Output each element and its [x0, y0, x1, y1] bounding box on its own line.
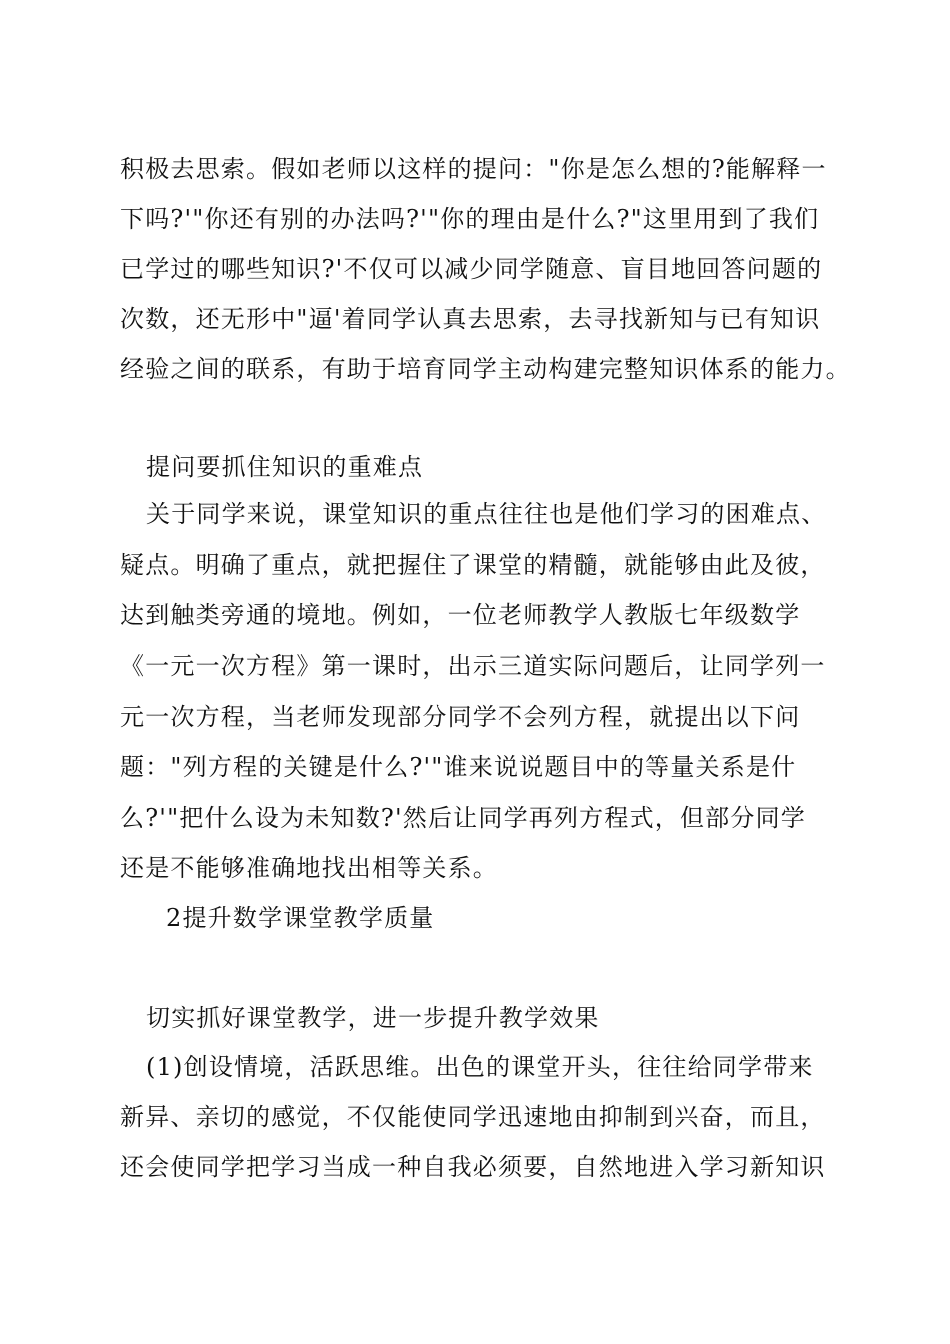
paragraph-2-line-5: 元一次方程，当老师发现部分同学不会列方程，就提出以下问	[120, 703, 801, 731]
paragraph-3-line-3: 还会使同学把学习当成一种自我必须要，自然地进入学习新知识	[120, 1153, 826, 1181]
paragraph-3-line-1: (1)创设情境，活跃思维。出色的课堂开头，往往给同学带来	[146, 1053, 814, 1081]
paragraph-3-line-2: 新异、亲切的感觉，不仅能使同学迅速地由抑制到兴奋，而且，	[120, 1103, 826, 1131]
paragraph-2-line-1: 关于同学来说，课堂知识的重点往往也是他们学习的困难点、	[146, 500, 827, 528]
paragraph-2-line-2: 疑点。明确了重点，就把握住了课堂的精髓，就能够由此及彼，	[120, 551, 826, 579]
paragraph-2-line-8: 还是不能够准确地找出相等关系。	[120, 854, 498, 882]
paragraph-2-line-7: 么?'"把什么设为未知数?'然后让同学再列方程式，但部分同学	[120, 804, 806, 832]
paragraph-1-line-1: 积极去思索。假如老师以这样的提问："你是怎么想的?能解释一	[120, 155, 827, 183]
paragraph-1-line-5: 经验之间的联系，有助于培育同学主动构建完整知识体系的能力。	[120, 355, 851, 383]
paragraph-2-line-6: 题："列方程的关键是什么?'"谁来说说题目中的等量关系是什	[120, 753, 797, 781]
paragraph-1-line-3: 已学过的哪些知识?'不仅可以减少同学随意、盲目地回答问题的	[120, 255, 823, 283]
paragraph-2-line-3: 达到触类旁通的境地。例如，一位老师教学人教版七年级数学	[120, 601, 801, 629]
paragraph-1-line-2: 下吗?'"你还有别的办法吗?'"你的理由是什么?"这里用到了我们	[120, 205, 820, 233]
section-heading-key-points: 提问要抓住知识的重难点	[146, 453, 424, 481]
paragraph-1-line-4: 次数，还无形中"逼'着同学认真去思索，去寻找新知与已有知识	[120, 305, 821, 333]
section-heading-classroom-teaching: 切实抓好课堂教学，进一步提升教学效果	[146, 1004, 600, 1032]
section-heading-improve-quality: 2提升数学课堂教学质量	[166, 904, 435, 932]
paragraph-2-line-4: 《一元一次方程》第一课时，出示三道实际问题后，让同学列一	[120, 652, 826, 680]
